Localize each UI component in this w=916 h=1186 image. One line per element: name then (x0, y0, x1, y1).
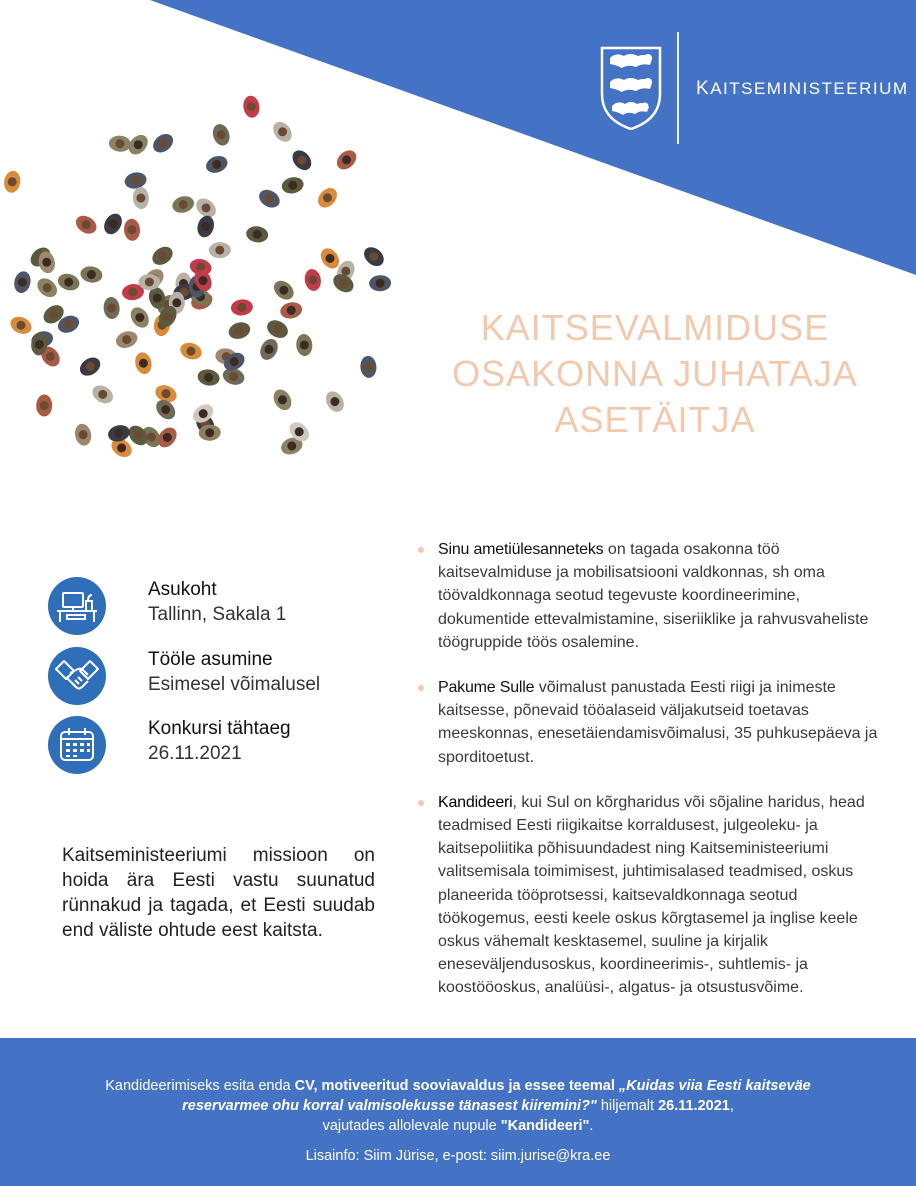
bullet-dot (418, 547, 424, 553)
person-figure (257, 336, 281, 363)
info-deadline-value: 26.11.2021 (148, 743, 242, 764)
person-figure (242, 95, 261, 119)
crowd-illustration (0, 80, 450, 500)
footer-text: vajutades allolevale nupule (322, 1118, 501, 1134)
bullet-lead: Pakume Sulle (438, 679, 535, 697)
footer-essee-topic-cont: reservarmee ohu korral valmisolekusse tänasest kiiremini?" (182, 1098, 597, 1114)
bullet-lead: Kandideeri (438, 793, 513, 811)
person-figure (226, 320, 252, 342)
footer-text: Kandideerimiseks esita enda (105, 1078, 295, 1094)
person-figure (138, 274, 160, 290)
person-figure (195, 214, 216, 240)
application-footer (0, 1038, 916, 1186)
job-title-line-1: KAITSEVALMIDUSE (480, 307, 830, 348)
person-figure (8, 314, 35, 338)
office-desk-icon (48, 577, 106, 635)
bullet-lead: Sinu ametiülesanneteks (438, 541, 604, 558)
footer-text: . (589, 1118, 594, 1134)
person-figure (12, 270, 33, 295)
ministry-name-rest: AITSEMINISTEERIUM (710, 79, 909, 98)
ministry-name (696, 78, 909, 100)
person-figure (210, 122, 232, 148)
info-start (48, 647, 378, 717)
person-figure (132, 186, 149, 209)
info-location (48, 577, 378, 647)
info-deadline (48, 716, 378, 786)
ministry-logo (600, 32, 909, 144)
bullet-dot (418, 800, 424, 806)
person-figure (77, 354, 104, 380)
info-location-label: Asukoht (148, 579, 217, 600)
job-title-line-2: OSAKONNA JUHATAJA (452, 353, 858, 394)
bullet-dot (418, 685, 424, 691)
person-figure (123, 218, 140, 241)
person-figure (36, 394, 52, 416)
three-lions-crest-icon (600, 46, 662, 130)
bullet-text: , kui Sul on kõrgharidus või sõjaline haridus, head teadmised Eesti riigikaitse korraldusest, julgeoleku- ja kaitsepoliitika põhisuundadest ning Kaitseministeeriumi valitsemisala toimimisest, juhtimisalased teadmised, oskus planeerida tööprotsessi, kaitsevaldkonnaga seotud töökogemus, eesti keele oskus kõrgtasemel ja inglise keele oskus vähemalt kesktasemel, suuline ja kirjalik eneseväljendusoskus, koordineerimis-, suhtlemis- ja koostööoskus, analüüsi-, algatus- ja otsustusvõime. (438, 793, 865, 997)
person-figure (101, 210, 126, 237)
person-figure (280, 175, 305, 195)
logo-divider (677, 32, 679, 144)
person-figure (150, 130, 177, 156)
person-figure (204, 153, 230, 176)
mission-statement: Kaitseministeeriumi missioon on hoida ära Eesti vastu suunatud rünnakud ja tagada, et Eesti suudab end väliste ohtude eest kaitsta. (62, 845, 375, 941)
footer-essee-topic: „Kuidas viia Eesti kaitseväe (618, 1078, 811, 1094)
person-figure (133, 351, 154, 376)
footer-line-3 (0, 1116, 916, 1136)
ministry-name-initial: K (696, 78, 711, 99)
person-figure (108, 135, 131, 152)
person-figure (89, 382, 116, 407)
person-figure (34, 274, 61, 301)
person-figure (103, 296, 121, 319)
person-figure (3, 170, 22, 194)
person-figure (209, 242, 232, 259)
footer-line-2 (0, 1096, 916, 1116)
person-figure (303, 268, 323, 292)
footer-deadline: 26.11.2021 (658, 1098, 730, 1114)
job-details-list (418, 538, 878, 1022)
person-figure (360, 243, 387, 270)
person-figure (270, 277, 297, 304)
person-figure (279, 300, 304, 320)
person-figure (314, 184, 341, 211)
info-location-value: Tallinn, Sakala 1 (148, 604, 287, 625)
person-figure (270, 386, 295, 413)
person-figure (178, 340, 204, 362)
person-figure (245, 225, 269, 244)
person-figure (123, 170, 148, 190)
footer-contact: Lisainfo: Siim Jürise, e-post: siim.jurise@kra.ee (305, 1148, 611, 1164)
person-figure (322, 388, 347, 415)
info-start-label: Tööle asumine (148, 649, 273, 670)
person-figure (73, 212, 100, 237)
bullet-text: võimalust panustada Eesti riigi ja inimeste kaitsesse, põnevaid tööalaseid väljakutseid toetavas meeskonnas, enesetäiendamisvõimalusi, 35 puhkusepäeva ja sporditoetust. (438, 679, 878, 766)
info-start-value: Esimesel võimalusel (148, 674, 321, 695)
person-figure (127, 304, 153, 331)
person-figure (56, 271, 82, 293)
person-figure (269, 118, 295, 145)
handshake-icon (48, 647, 106, 705)
bullet-text: on tagada osakonna töö kaitsevalmiduse ja mobilisatsiooni valdkonnas, sh oma töövaldkonnaga seotud tegevuste koordineerimine, dokumentide ettevalmistamine, siseriiklike ja rahvusvaheliste töögruppide töös osalemine. (438, 541, 869, 651)
person-figure (106, 423, 131, 444)
person-figure (170, 194, 196, 215)
person-figure (149, 243, 176, 269)
list-item (418, 538, 878, 654)
list-item (418, 676, 878, 769)
person-figure (369, 275, 392, 292)
info-deadline-label: Konkursi tähtaeg (148, 718, 291, 739)
person-figure (295, 333, 313, 356)
footer-text: hiljemalt (596, 1098, 659, 1114)
job-title-line-3: ASETÄITJA (554, 399, 756, 440)
footer-documents: CV, motiveeritud sooviavaldus ja essee teemal (294, 1078, 619, 1094)
person-figure (230, 298, 254, 316)
job-title (420, 305, 890, 443)
person-figure (79, 265, 103, 284)
person-figure (333, 147, 360, 174)
person-figure (289, 147, 315, 174)
person-figure (73, 422, 93, 447)
list-item (418, 791, 878, 1000)
person-figure (196, 368, 221, 388)
calendar-icon (48, 716, 106, 774)
footer-line-1 (0, 1076, 916, 1096)
person-figure (256, 186, 283, 211)
footer-apply-label: "Kandideeri" (500, 1118, 590, 1134)
person-figure (359, 355, 377, 378)
footer-text: , (729, 1098, 734, 1114)
person-figure (264, 317, 291, 342)
person-figure (114, 328, 140, 350)
